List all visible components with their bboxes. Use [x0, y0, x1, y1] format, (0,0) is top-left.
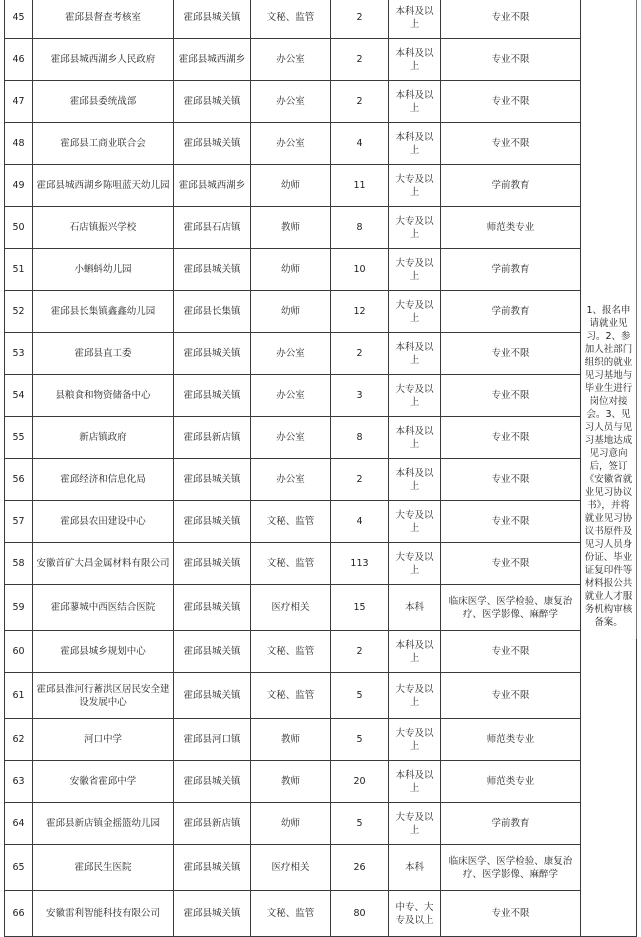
unit-location: 霍邱县城关镇	[174, 761, 251, 803]
unit-name: 安徽省霍邱中学	[33, 761, 174, 803]
unit-name: 霍邱蓼城中西医结合医院	[33, 585, 174, 631]
position-count: 2	[331, 631, 389, 673]
row-number: 48	[5, 123, 33, 165]
unit-location: 霍邱县城关镇	[174, 0, 251, 39]
table-row	[5, 39, 637, 81]
position-count: 10	[331, 249, 389, 291]
table-row	[5, 0, 637, 39]
major-requirement: 专业不限	[441, 333, 581, 375]
table-row	[5, 673, 637, 719]
position-count: 4	[331, 501, 389, 543]
education-requirement: 大专及以上	[389, 543, 441, 585]
table-row	[5, 631, 637, 673]
position-count: 20	[331, 761, 389, 803]
table-row	[5, 375, 637, 417]
major-requirement: 专业不限	[441, 0, 581, 39]
unit-name: 霍邱县直工委	[33, 333, 174, 375]
unit-name: 小蝌蚪幼儿园	[33, 249, 174, 291]
education-requirement: 大专及以上	[389, 207, 441, 249]
unit-name: 霍邱县城西湖乡陈咀蓝天幼儿园	[33, 165, 174, 207]
unit-location: 霍邱县城关镇	[174, 845, 251, 891]
unit-name: 安徽首矿大昌金属材料有限公司	[33, 543, 174, 585]
row-number: 53	[5, 333, 33, 375]
table-row	[5, 761, 637, 803]
table-row	[5, 803, 637, 845]
unit-name: 霍邱县长集镇鑫鑫幼儿园	[33, 291, 174, 333]
table-row	[5, 845, 637, 891]
major-requirement: 专业不限	[441, 891, 581, 937]
position-type: 幼师	[251, 803, 331, 845]
unit-location: 霍邱县城关镇	[174, 81, 251, 123]
position-type: 办公室	[251, 375, 331, 417]
unit-location: 霍邱县长集镇	[174, 291, 251, 333]
major-requirement: 师范类专业	[441, 761, 581, 803]
education-requirement: 本科及以上	[389, 631, 441, 673]
position-count: 8	[331, 207, 389, 249]
unit-location: 霍邱县城西湖乡	[174, 165, 251, 207]
row-number: 51	[5, 249, 33, 291]
page-right-border	[636, 0, 637, 639]
education-requirement: 本科	[389, 585, 441, 631]
major-requirement: 专业不限	[441, 631, 581, 673]
position-type: 办公室	[251, 459, 331, 501]
position-count: 15	[331, 585, 389, 631]
unit-name: 石店镇振兴学校	[33, 207, 174, 249]
unit-location: 霍邱县城西湖乡	[174, 39, 251, 81]
education-requirement: 大专及以上	[389, 291, 441, 333]
internship-table-container	[4, 0, 637, 937]
major-requirement: 师范类专业	[441, 719, 581, 761]
unit-location: 霍邱县石店镇	[174, 207, 251, 249]
row-number: 45	[5, 0, 33, 39]
row-number: 55	[5, 417, 33, 459]
row-number: 64	[5, 803, 33, 845]
position-count: 4	[331, 123, 389, 165]
position-type: 教师	[251, 719, 331, 761]
table-row	[5, 123, 637, 165]
major-requirement: 专业不限	[441, 81, 581, 123]
table-row	[5, 543, 637, 585]
table-row	[5, 249, 637, 291]
position-count: 26	[331, 845, 389, 891]
unit-name: 霍邱县督查考核室	[33, 0, 174, 39]
position-count: 2	[331, 39, 389, 81]
row-number: 46	[5, 39, 33, 81]
education-requirement: 本科及以上	[389, 39, 441, 81]
position-count: 5	[331, 719, 389, 761]
row-number: 59	[5, 585, 33, 631]
position-count: 8	[331, 417, 389, 459]
education-requirement: 本科及以上	[389, 0, 441, 39]
table-row	[5, 501, 637, 543]
position-type: 幼师	[251, 291, 331, 333]
education-requirement: 本科及以上	[389, 333, 441, 375]
row-number: 56	[5, 459, 33, 501]
major-requirement: 学前教育	[441, 249, 581, 291]
education-requirement: 大专及以上	[389, 719, 441, 761]
education-requirement: 本科及以上	[389, 417, 441, 459]
unit-name: 霍邱民生医院	[33, 845, 174, 891]
unit-location: 霍邱县河口镇	[174, 719, 251, 761]
position-type: 办公室	[251, 81, 331, 123]
unit-location: 霍邱县城关镇	[174, 631, 251, 673]
position-count: 113	[331, 543, 389, 585]
unit-location: 霍邱县城关镇	[174, 673, 251, 719]
unit-location: 霍邱县城关镇	[174, 123, 251, 165]
major-requirement: 专业不限	[441, 375, 581, 417]
row-number: 57	[5, 501, 33, 543]
table-row	[5, 207, 637, 249]
position-count: 2	[331, 459, 389, 501]
position-type: 医疗相关	[251, 845, 331, 891]
education-requirement: 本科	[389, 845, 441, 891]
row-number: 63	[5, 761, 33, 803]
position-count: 2	[331, 81, 389, 123]
education-requirement: 本科及以上	[389, 123, 441, 165]
education-requirement: 大专及以上	[389, 375, 441, 417]
unit-name: 霍邱县工商业联合会	[33, 123, 174, 165]
position-type: 办公室	[251, 417, 331, 459]
position-type: 文秘、监管	[251, 501, 331, 543]
major-requirement: 专业不限	[441, 417, 581, 459]
position-type: 办公室	[251, 123, 331, 165]
row-number: 61	[5, 673, 33, 719]
unit-name: 霍邱县淮河行蓄洪区居民安全建设发展中心	[33, 673, 174, 719]
position-count: 80	[331, 891, 389, 937]
unit-location: 霍邱县新店镇	[174, 803, 251, 845]
table-row	[5, 719, 637, 761]
table-row	[5, 333, 637, 375]
education-requirement: 本科及以上	[389, 459, 441, 501]
unit-name: 霍邱经济和信息化局	[33, 459, 174, 501]
row-number: 66	[5, 891, 33, 937]
major-requirement: 学前教育	[441, 165, 581, 207]
row-number: 60	[5, 631, 33, 673]
position-type: 办公室	[251, 39, 331, 81]
unit-name: 安徽雷利智能科技有限公司	[33, 891, 174, 937]
position-count: 11	[331, 165, 389, 207]
position-type: 文秘、监管	[251, 891, 331, 937]
row-number: 47	[5, 81, 33, 123]
education-requirement: 大专及以上	[389, 249, 441, 291]
position-type: 文秘、监管	[251, 631, 331, 673]
unit-location: 霍邱县城关镇	[174, 891, 251, 937]
position-type: 幼师	[251, 165, 331, 207]
unit-name: 霍邱县农田建设中心	[33, 501, 174, 543]
position-type: 医疗相关	[251, 585, 331, 631]
table-row	[5, 459, 637, 501]
unit-name: 新店镇政府	[33, 417, 174, 459]
position-type: 教师	[251, 207, 331, 249]
major-requirement: 专业不限	[441, 673, 581, 719]
unit-location: 霍邱县城关镇	[174, 459, 251, 501]
education-requirement: 本科及以上	[389, 761, 441, 803]
unit-name: 霍邱县新店镇金摇篮幼儿园	[33, 803, 174, 845]
major-requirement: 学前教育	[441, 803, 581, 845]
unit-location: 霍邱县城关镇	[174, 333, 251, 375]
education-requirement: 大专及以上	[389, 165, 441, 207]
row-number: 49	[5, 165, 33, 207]
major-requirement: 专业不限	[441, 39, 581, 81]
education-requirement: 本科及以上	[389, 81, 441, 123]
table-row	[5, 81, 637, 123]
unit-location: 霍邱县新店镇	[174, 417, 251, 459]
unit-name: 霍邱县城乡规划中心	[33, 631, 174, 673]
row-number: 62	[5, 719, 33, 761]
row-number: 52	[5, 291, 33, 333]
major-requirement: 临床医学、医学检验、康复治疗、医学影像、麻醉学	[441, 845, 581, 891]
position-type: 幼师	[251, 249, 331, 291]
row-number: 54	[5, 375, 33, 417]
major-requirement: 专业不限	[441, 543, 581, 585]
unit-name: 河口中学	[33, 719, 174, 761]
education-requirement: 中专、大专及以上	[389, 891, 441, 937]
unit-name: 霍邱县委统战部	[33, 81, 174, 123]
position-count: 2	[331, 333, 389, 375]
major-requirement: 学前教育	[441, 291, 581, 333]
unit-name: 霍邱县城西湖乡人民政府	[33, 39, 174, 81]
position-count: 12	[331, 291, 389, 333]
table-row	[5, 165, 637, 207]
major-requirement: 师范类专业	[441, 207, 581, 249]
row-number: 58	[5, 543, 33, 585]
unit-location: 霍邱县城关镇	[174, 543, 251, 585]
unit-location: 霍邱县城关镇	[174, 501, 251, 543]
position-type: 文秘、监管	[251, 0, 331, 39]
major-requirement: 专业不限	[441, 501, 581, 543]
position-count: 5	[331, 803, 389, 845]
major-requirement: 临床医学、医学检验、康复治疗、医学影像、麻醉学	[441, 585, 581, 631]
position-count: 3	[331, 375, 389, 417]
position-type: 文秘、监管	[251, 543, 331, 585]
major-requirement: 专业不限	[441, 459, 581, 501]
position-type: 办公室	[251, 333, 331, 375]
major-requirement: 专业不限	[441, 123, 581, 165]
row-number: 50	[5, 207, 33, 249]
unit-location: 霍邱县城关镇	[174, 585, 251, 631]
internship-positions-table	[4, 0, 637, 937]
education-requirement: 大专及以上	[389, 673, 441, 719]
position-type: 文秘、监管	[251, 673, 331, 719]
position-count: 2	[331, 0, 389, 39]
row-number: 65	[5, 845, 33, 891]
table-row	[5, 291, 637, 333]
education-requirement: 大专及以上	[389, 803, 441, 845]
education-requirement: 大专及以上	[389, 501, 441, 543]
unit-location: 霍邱县城关镇	[174, 249, 251, 291]
table-row	[5, 891, 637, 937]
position-count: 5	[331, 673, 389, 719]
table-row	[5, 417, 637, 459]
unit-name: 县粮食和物资储备中心	[33, 375, 174, 417]
unit-location: 霍邱县城关镇	[174, 375, 251, 417]
application-notes: 1、报名申请就业见习。2、参加人社部门组织的就业见习基地与毕业生进行岗位对接会。3、见习人员与见习基地达成见习意向后，签订《安徽省就业见习协议书》，并将就业见习协议书原件及见习人员身份证、毕业证复印件等材料报公共就业人才服务机构审核备案。	[581, 0, 637, 937]
table-row	[5, 585, 637, 631]
position-type: 教师	[251, 761, 331, 803]
